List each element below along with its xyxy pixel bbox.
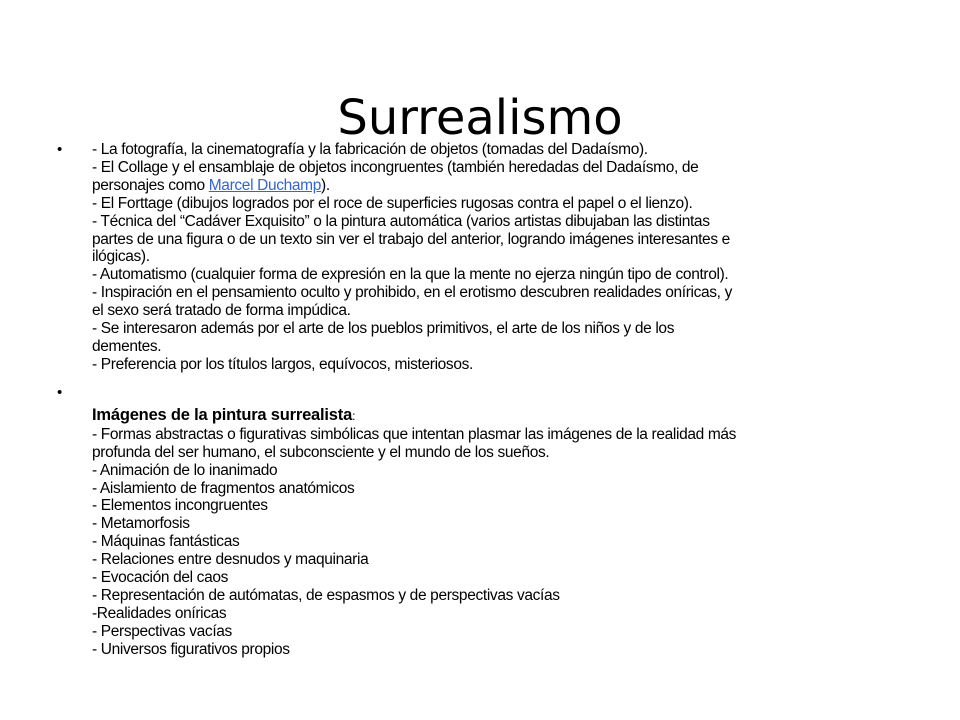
text-line: - Máquinas fantásticas <box>92 533 240 551</box>
text-line: - Evocación del caos <box>92 569 229 587</box>
marcel-duchamp-link[interactable]: Marcel Duchamp <box>208 176 322 194</box>
section-heading <box>92 406 927 426</box>
text-line: - Animación de lo inanimado <box>92 461 278 479</box>
heading-colon: : <box>352 408 356 423</box>
text-line: -Realidades oníricas <box>92 604 227 622</box>
text-line: - Técnica del “Cadáver Exquisito” o la pintura automática (varios artistas dibujaban las distintas <box>92 212 710 230</box>
text-line: - Relaciones entre desnudos y maquinaria <box>92 551 369 569</box>
bullet-list <box>57 141 927 669</box>
text-line: - Preferencia por los títulos largos, equívocos, misteriosos. <box>92 355 473 373</box>
text-line: - El Collage y el ensamblaje de objetos incongruentes (también heredadas del Dadaísmo, de <box>92 158 699 176</box>
bullet-techniques <box>57 141 927 374</box>
text-line: - Inspiración en el pensamiento oculto y prohibido, en el erotismo descubren realidades oníricas, y <box>92 284 732 302</box>
text-line: partes de una figura o de un texto sin ver el trabajo del anterior, logrando imágenes interesantes e <box>92 230 730 248</box>
text-line: - Representación de autómatas, de espasmos y de perspectivas vacías <box>92 586 560 604</box>
text-line: - Perspectivas vacías <box>92 622 232 640</box>
text-line: - Metamorfosis <box>92 515 190 533</box>
bullet-marker: • <box>57 383 63 401</box>
text-line: dementes. <box>92 337 162 355</box>
text-line: - La fotografía, la cinematografía y la fabricación de objetos (tomadas del Dadaísmo). <box>92 141 648 158</box>
text-line: - El Forttage (dibujos logrados por el roce de superficies rugosas contra el papel o el lienzo). <box>92 194 693 212</box>
text-fragment: personajes como <box>92 176 209 194</box>
text-line: el sexo será tratado de forma impúdica. <box>92 302 351 320</box>
text-line: - Automatismo (cualquier forma de expresión en la que la mente no ejerza ningún tipo de control). <box>92 266 729 284</box>
spacer <box>92 384 927 406</box>
bullet-images <box>57 384 927 659</box>
text-line-with-link <box>92 177 927 195</box>
text-line: - Formas abstractas o figurativas simbólicas que intentan plasmar las imágenes de la realidad más <box>92 425 737 443</box>
text-line: ilógicas). <box>92 248 150 266</box>
text-fragment: ). <box>321 176 330 194</box>
slide-title: Surrealismo <box>337 90 623 147</box>
text-line: - Elementos incongruentes <box>92 497 268 515</box>
text-line: - Aislamiento de fragmentos anatómicos <box>92 479 355 497</box>
text-line: profunda del ser humano, el subconsciente y el mundo de los sueños. <box>92 443 550 461</box>
text-line: - Universos figurativos propios <box>92 640 290 658</box>
bullet-marker: • <box>57 141 63 158</box>
heading-text: Imágenes de la pintura surrealista <box>92 405 353 424</box>
text-line: - Se interesaron además por el arte de los pueblos primitivos, el arte de los niños y de los <box>92 320 675 338</box>
